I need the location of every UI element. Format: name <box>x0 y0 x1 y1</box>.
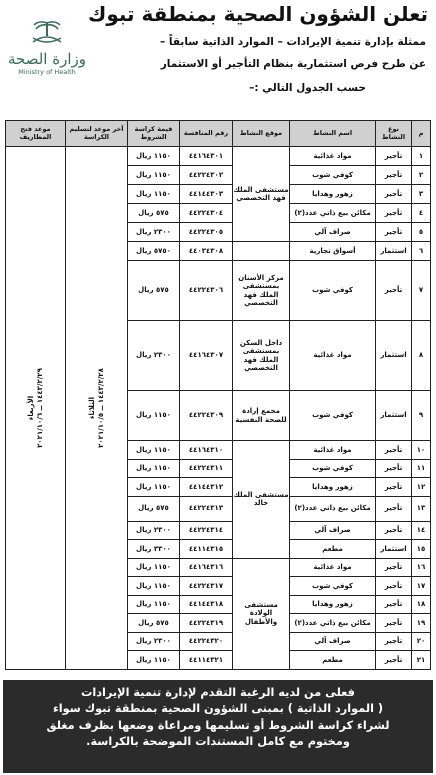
opening-day: الأربعاء <box>26 395 35 420</box>
row-type: تأجير <box>376 478 412 497</box>
row-type: تأجير <box>376 632 412 651</box>
row-competition: ٤٤٢٢٤٣١٣ <box>180 496 233 521</box>
row-price: ١١٥٠ ريال <box>128 478 180 497</box>
row-competition: ٤٤٢٢٤٣٠٥ <box>180 223 233 242</box>
footer-line-2: ( الموارد الذاتية ) بمبنى الشؤون الصحية بمنطقة تبوك سواء <box>52 702 384 716</box>
row-competition: ٤٤٢٢٤٣١٩ <box>180 614 233 633</box>
row-num: ١٨ <box>412 595 431 614</box>
header-activity: اسم النشاط <box>290 121 376 147</box>
row-type: تأجير <box>376 496 412 521</box>
footer-line-1: فعلى من لديه الرغبة التقدم لإدارة تنمية الإيرادات <box>81 686 355 699</box>
deadline-day: الثلاثاء <box>87 396 96 419</box>
row-activity: مواد غذائية <box>290 441 376 460</box>
row-type: تأجير <box>376 223 412 242</box>
row-competition: ٤٤١٤٤٣٠٣ <box>180 185 233 204</box>
row-activity: مواد غذائية <box>290 147 376 166</box>
site-cell: مجمع إرادة للصحة النفسية <box>233 391 290 441</box>
opening-date: ١٤٤٣/٢/٢٩ ــ ٢٠٢١/١٠/٦ <box>35 367 44 448</box>
site-cell: مستشفى الملك خالد <box>233 441 290 559</box>
row-num: ١٧ <box>412 577 431 596</box>
row-type: تأجير <box>376 577 412 596</box>
row-type: تأجير <box>376 521 412 540</box>
row-num: ٢٠ <box>412 632 431 651</box>
logo-english: Ministry of Health <box>18 68 76 76</box>
row-activity: صراف آلي <box>290 223 376 242</box>
row-price: ٥٧٥٠ ريال <box>128 242 180 261</box>
row-num: ٧ <box>412 261 431 321</box>
opening-cell <box>6 147 66 670</box>
header-price: قيمة كراسة الشروط <box>128 121 180 147</box>
row-competition: ٤٤٢٢٤٣١١ <box>180 459 233 478</box>
row-competition: ٤٤٢٢٤٣٠٦ <box>180 261 233 321</box>
row-num: ١٤ <box>412 521 431 540</box>
row-competition: ٤٤٢٢٤٣٠٢ <box>180 166 233 185</box>
row-competition: ٤٤١٦٤٣٠٧ <box>180 321 233 391</box>
row-price: ٢٣٠٠ ريال <box>128 632 180 651</box>
row-activity: صراف آلي <box>290 632 376 651</box>
row-competition: ٤٤٢٢٤٣٠٤ <box>180 204 233 223</box>
site-cell: داخل السكن بمستشفى الملك فهد التخصصي <box>233 321 290 391</box>
row-activity: كوفي شوب <box>290 577 376 596</box>
row-activity: زهور وهدايا <box>290 478 376 497</box>
ad-subtitle-line-1: ممثلة بإدارة تنمية الإيرادات – الموارد الذاتية سابقاً – <box>159 36 426 48</box>
site-cell: مستشفى الولادة والأطفال <box>233 558 290 669</box>
row-type: استثمار <box>376 540 412 559</box>
row-activity: كوفي شوب <box>290 261 376 321</box>
footer-line-3: لشراء كراسة الشروط أو تسليمها ومراعاة وضعها بظرف مغلق <box>46 718 390 732</box>
row-type: تأجير <box>376 459 412 478</box>
row-type: تأجير <box>376 185 412 204</box>
row-competition: ٤٤٠٣٤٣٠٨ <box>180 242 233 261</box>
row-activity: زهور وهدايا <box>290 595 376 614</box>
row-activity: مكائن بيع ذاتي عدد(٢) <box>290 204 376 223</box>
row-competition: ٤٤٢٢٤٣٢٠ <box>180 632 233 651</box>
row-num: ١٢ <box>412 478 431 497</box>
table-row <box>6 147 431 166</box>
header-num: م <box>412 121 431 147</box>
row-type: تأجير <box>376 166 412 185</box>
ad-header <box>0 0 436 118</box>
table-header-row <box>6 121 431 147</box>
row-price: ٥٧٥ ريال <box>128 614 180 633</box>
opportunities-table <box>5 120 431 670</box>
row-type: تأجير <box>376 261 412 321</box>
row-competition: ٤٤٢٢٤٣٠٩ <box>180 391 233 441</box>
row-price: ١١٥٠ ريال <box>128 441 180 460</box>
row-activity: زهور وهدايا <box>290 185 376 204</box>
row-activity: مواد غذائية <box>290 321 376 391</box>
row-type: تأجير <box>376 147 412 166</box>
row-activity: مطعم <box>290 651 376 670</box>
row-type: استثمار <box>376 391 412 441</box>
header-deadline: آخر موعد لتسليم الكراسة <box>66 121 128 147</box>
row-activity: مكائن بيع ذاتي عدد(٢) <box>290 496 376 521</box>
ad-footer <box>3 680 433 773</box>
row-activity: مطعم <box>290 540 376 559</box>
row-num: ٢ <box>412 166 431 185</box>
row-num: ٢١ <box>412 651 431 670</box>
row-competition: ٤٤٢٢٤٣١٤ <box>180 521 233 540</box>
row-price: ٢٣٠٠ ريال <box>128 521 180 540</box>
row-type: تأجير <box>376 441 412 460</box>
row-activity: كوفي شوب <box>290 166 376 185</box>
row-num: ٤ <box>412 204 431 223</box>
row-activity: مكائن بيع ذاتي عدد(٢) <box>290 614 376 633</box>
row-type: استثمار <box>376 242 412 261</box>
row-type: تأجير <box>376 595 412 614</box>
row-num: ٥ <box>412 223 431 242</box>
row-price: ١١٥٠ ريال <box>128 459 180 478</box>
footer-line-4: ومختوم مع كامل المستندات الموضحة بالكراسة. <box>86 735 350 749</box>
row-num: ١٥ <box>412 540 431 559</box>
row-type: تأجير <box>376 558 412 577</box>
row-competition: ٤٤١١٤٣١٥ <box>180 540 233 559</box>
deadline-cell <box>66 147 128 670</box>
row-activity: كوفي شوب <box>290 459 376 478</box>
row-price: ٥٧٥ ريال <box>128 204 180 223</box>
row-num: ٨ <box>412 321 431 391</box>
site-cell <box>233 242 290 261</box>
row-num: ١٠ <box>412 441 431 460</box>
site-cell: مستشفى الملك فهد التخصصي <box>233 147 290 242</box>
row-competition: ٤٤١٦٤٣٠١ <box>180 147 233 166</box>
row-type: تأجير <box>376 204 412 223</box>
site-cell: مركز الأسنان بمستشفى الملك فهد التخصصي <box>233 261 290 321</box>
row-num: ١٦ <box>412 558 431 577</box>
row-num: ١٣ <box>412 496 431 521</box>
row-num: ٣ <box>412 185 431 204</box>
row-activity: مواد غذائية <box>290 558 376 577</box>
row-competition: ٤٤١٤٤٣١٨ <box>180 595 233 614</box>
row-price: ٣٣٠٠ ريال <box>128 540 180 559</box>
row-activity: صراف آلي <box>290 521 376 540</box>
row-price: ١١٥٠ ريال <box>128 147 180 166</box>
row-type: تأجير <box>376 614 412 633</box>
moh-logo <box>4 18 90 94</box>
ad-title: تعلن الشؤون الصحية بمنطقة تبوك <box>88 2 428 26</box>
header-type: نوع النشاط <box>376 121 412 147</box>
row-price: ١١٥٠ ريال <box>128 577 180 596</box>
logo-arabic: وزارة الصحة <box>8 50 86 68</box>
row-num: ٦ <box>412 242 431 261</box>
row-num: ٩ <box>412 391 431 441</box>
row-price: ١١٥٠ ريال <box>128 651 180 670</box>
header-competition: رقم المنافسة <box>180 121 233 147</box>
ad-subtitle-line-3: حسب الجدول التالي :– <box>249 82 366 94</box>
row-price: ١١٥٠ ريال <box>128 185 180 204</box>
row-competition: ٤٤٢٢٤٣١٧ <box>180 577 233 596</box>
row-price: ٥٧٥ ريال <box>128 261 180 321</box>
row-price: ٢٣٠٠ ريال <box>128 321 180 391</box>
row-price: ٢٣٠٠ ريال <box>128 223 180 242</box>
row-price: ١١٥٠ ريال <box>128 595 180 614</box>
row-competition: ٤٤١٦٤٣١٦ <box>180 558 233 577</box>
row-type: استثمار <box>376 321 412 391</box>
row-activity: كوفي شوب <box>290 391 376 441</box>
row-price: ١١٥٠ ريال <box>128 166 180 185</box>
ad-subtitle-line-2: عن طرح فرص استثمارية بنظام التأجير أو الاستثمار <box>160 58 426 70</box>
row-num: ١٩ <box>412 614 431 633</box>
row-activity: أسواق تجارية <box>290 242 376 261</box>
row-competition: ٤٤١٦٤٣١٠ <box>180 441 233 460</box>
row-type: تأجير <box>376 651 412 670</box>
row-num: ١١ <box>412 459 431 478</box>
row-competition: ٤٤١١٤٣٢١ <box>180 651 233 670</box>
row-price: ١١٥٠ ريال <box>128 391 180 441</box>
row-num: ١ <box>412 147 431 166</box>
header-site: موقع النشاط <box>233 121 290 147</box>
row-competition: ٤٤١٤٤٣١٢ <box>180 478 233 497</box>
row-price: ١١٥٠ ريال <box>128 558 180 577</box>
deadline-date: ١٤٤٣/٢/٢٨ ــ ٢٠٢١/١٠/٥ <box>96 367 105 448</box>
row-price: ٥٧٥ ريال <box>128 496 180 521</box>
palm-swords-icon <box>27 18 67 46</box>
header-opening: موعد فتح المظاريف <box>6 121 66 147</box>
